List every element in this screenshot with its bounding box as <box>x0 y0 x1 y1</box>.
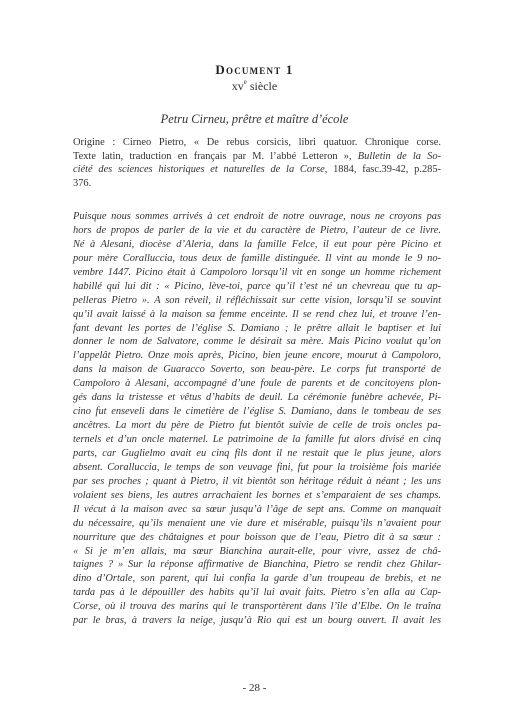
citation-line <box>73 163 441 177</box>
citation-text: 376. <box>73 177 92 189</box>
century-word: siècle <box>246 79 278 93</box>
narrative-line: parts, car Guglielmo avait eu cinq fils dont il ne restait que le plus jeune, alors <box>73 447 441 459</box>
narrative-line: fant devant les portes de l’église S. Damiano ; le prêtre allait le baptiser et lui <box>73 322 441 334</box>
narrative-line: pour mère Coralluccia, tous deux de famille distinguée. Il vint au monde le 9 no- <box>73 252 441 264</box>
narrative-line: dans la maison de Guaracco Soverto, son beau-père. Le corps fut transporté de <box>73 364 441 376</box>
narrative-line: ancêtres. La mort du père de Pietro fut bientôt suivie de celle de trois oncles pa- <box>73 420 441 432</box>
narrative-line: par le bras, à travers la neige, jusqu’à Rio qui est un bourg ouvert. Il avait les <box>73 615 441 627</box>
narrative-line: cino fut enseveli dans le cimetière de l’église S. Damiano, dans le tombeau de ses <box>73 406 441 418</box>
narrative-line: dino d’Ortale, son parent, qui lui confia la garde d’un troupeau de brebis, et ne <box>73 573 441 585</box>
narrative-line: du nécessaire, qu’ils menaient une vie dure et misérable, puisqu’ils n’avaient pour <box>73 517 441 529</box>
narrative-line: absent. Coralluccia, le temps de son veuvage fini, fut pour la troisième fois mariée <box>73 461 441 473</box>
narrative-line: vembre 1447. Picino était à Campoloro lorsqu’il vit en songe un homme richement <box>73 266 441 278</box>
citation-journal-title: Bulletin de la So- <box>357 150 441 162</box>
century-heading <box>0 79 509 94</box>
narrative-line: hors de propos de parler de la vie et du caractère de Pietro, l’auteur de ce livre. <box>73 224 441 236</box>
narrative-line: Puisque nous sommes arrivés à cet endroit de notre ouvrage, nous ne croyons pas <box>73 211 441 222</box>
narrative-text <box>73 210 441 628</box>
narrative-line: l’appelât Pietro. Onze mois après, Picino, bien jeune encore, mourut à Campoloro, <box>73 350 441 362</box>
narrative-line: Il vécut à la maison avec sa sœur jusqu’à l’âge de sept ans. Comme on manquait <box>73 503 441 515</box>
document-label: Document 1 <box>215 62 294 77</box>
citation-journal-title: ciété des sciences historiques et naturelles de la Corse <box>73 164 325 176</box>
narrative-line: gés dans la tristesse et vêtus d’habits de deuil. La cérémonie funèbre achevée, Pi- <box>73 392 441 404</box>
narrative-line: tarda pas à le dépouiller des habits qu’il lui avait faits. Pietro s’en alla au Cap- <box>73 587 441 599</box>
narrative-line: nourriture que des châtaignes et pour boisson que de l’eau, Pietro dit à sa sœur : <box>73 531 441 543</box>
narrative-line: volaient ses biens, les autres arrachaient les bornes et s’emparaient de ses champs. <box>73 489 441 501</box>
narrative-line: donner le nom de Salvatore, comme le désirait sa mère. Mais Picino voulut qu’on <box>73 336 441 348</box>
citation-text: , 1884, fasc.39-42, p.285- <box>324 164 441 176</box>
century-superscript: e <box>243 78 247 86</box>
citation-line <box>73 136 441 150</box>
narrative-line: Corse, où il trouva des marins qui le transportèrent dans l’île d’Elbe. On le traîna <box>73 601 441 613</box>
page-number: - 28 - <box>242 682 267 694</box>
citation-line <box>73 177 441 191</box>
narrative-line: habillé qui lui dit : « Picino, lève-toi, parce qu’il t’est né un chevreau que tu ap- <box>73 280 441 292</box>
document-subtitle: Petru Cirneu, prêtre et maître d’école <box>160 112 349 126</box>
citation-text: Texte latin, traduction en français par M. l’abbé Letteron », <box>73 150 358 162</box>
narrative-line: « Si je m’en allais, ma sœur Bianchina aurait-elle, pour vivre, assez de châ- <box>73 545 441 557</box>
narrative-line: par ses proches ; quant à Pietro, il vit bientôt son héritage réduit à néant ; les uns <box>73 475 441 487</box>
narrative-line: pelleras Pietro ». A son réveil, il réfléchissait sur cette vision, lorsqu’il se souvint <box>73 294 441 306</box>
narrative-line: ternels et d’un oncle maternel. Le patrimoine de la famille fut alors divisé en cinq <box>73 434 441 445</box>
citation-line <box>73 150 441 164</box>
narrative-line: qu’il avait laissé à la maison sa femme enceinte. Il se rend chez lui, et trouve l’en- <box>73 308 441 320</box>
narrative-line: taignes ? » Sur la réponse affirmative de Bianchina, Pietro se rendit chez Ghilar- <box>73 559 441 571</box>
source-citation <box>73 136 441 190</box>
citation-text: Origine : Cirneo Pietro, « De rebus corsicis, libri quatuor. Chronique corse. <box>73 137 441 148</box>
century-roman: xv <box>231 79 244 93</box>
narrative-line: Campoloro à Alesani, accompagné d’une foule de parents et de concitoyens plon- <box>73 378 441 390</box>
narrative-line: Né à Alesani, diocèse d’Aleria, dans la famille Felce, il eut pour père Picino et <box>73 238 441 250</box>
